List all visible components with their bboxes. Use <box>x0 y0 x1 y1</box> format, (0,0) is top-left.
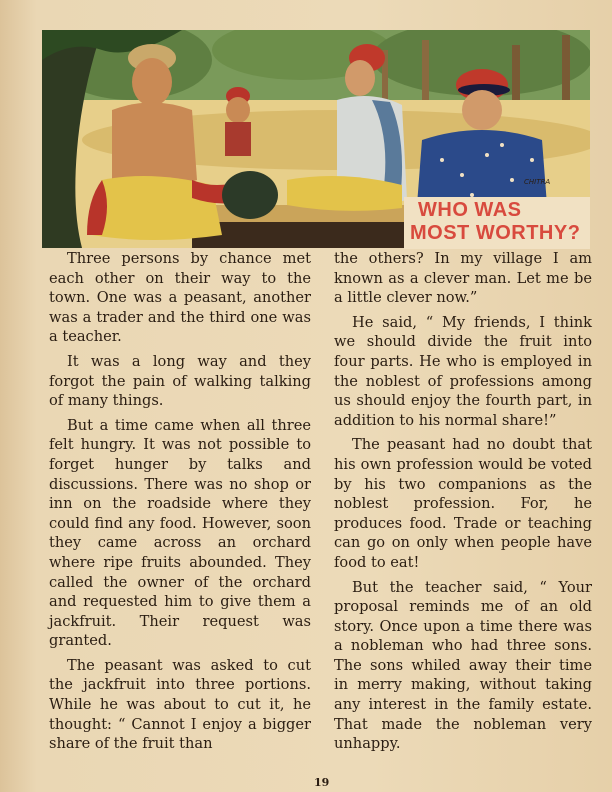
artist-signature: CHITRA <box>524 178 551 186</box>
paragraph: The peasant was asked to cut the jackfruit into three portions. While he was about to cut it, he thought: “ Cannot I enjoy a bigger share of the fruit than <box>49 656 311 753</box>
paragraph: It was a long way and they forgot the pain of walking talking of many things. <box>49 352 311 410</box>
story-title-line-1: WHO WAS <box>418 199 522 221</box>
right-text-column <box>334 249 592 759</box>
story-title-line-2: MOST WORTHY? <box>410 222 581 244</box>
paragraph: But the teacher said, “ Your proposal reminds me of an old story. Once upon a time there was a nobleman who had three sons. The sons whiled away their time in merry making, without taking any interest in the family estate. That made the nobleman very unhappy. <box>334 578 592 753</box>
paragraph: The peasant had no doubt that his own profession would be voted by his two companions as the noblest profession. For, he produces food. Trade or teaching can go on only when people have food to eat! <box>334 436 592 571</box>
paragraph: Three persons by chance met each other on their way to the town. One was a peasant, another was a trader and the third one was a teacher. <box>49 250 311 346</box>
paragraph: He said, “ My friends, I think we should divide the fruit into four parts. He who is employed in the noblest of professions among us should enjoy the fourth part, in addition to his normal share!” <box>334 313 592 429</box>
left-text-column <box>49 249 311 759</box>
paragraph: the others? In my village I am known as a clever man. Let me be a little clever now.” <box>334 250 592 307</box>
story-title <box>410 199 580 245</box>
paragraph: But a time came when all three felt hungry. It was not possible to forget hunger by talks and discussions. There was no shop or inn on the roadside where they could find any food. However, soon they came across an orchard where ripe fruits abounded. They called the owner of the orchard and requested him to give them a jackfruit. Their request was granted. <box>49 416 311 650</box>
page-number: 19 <box>314 776 330 789</box>
